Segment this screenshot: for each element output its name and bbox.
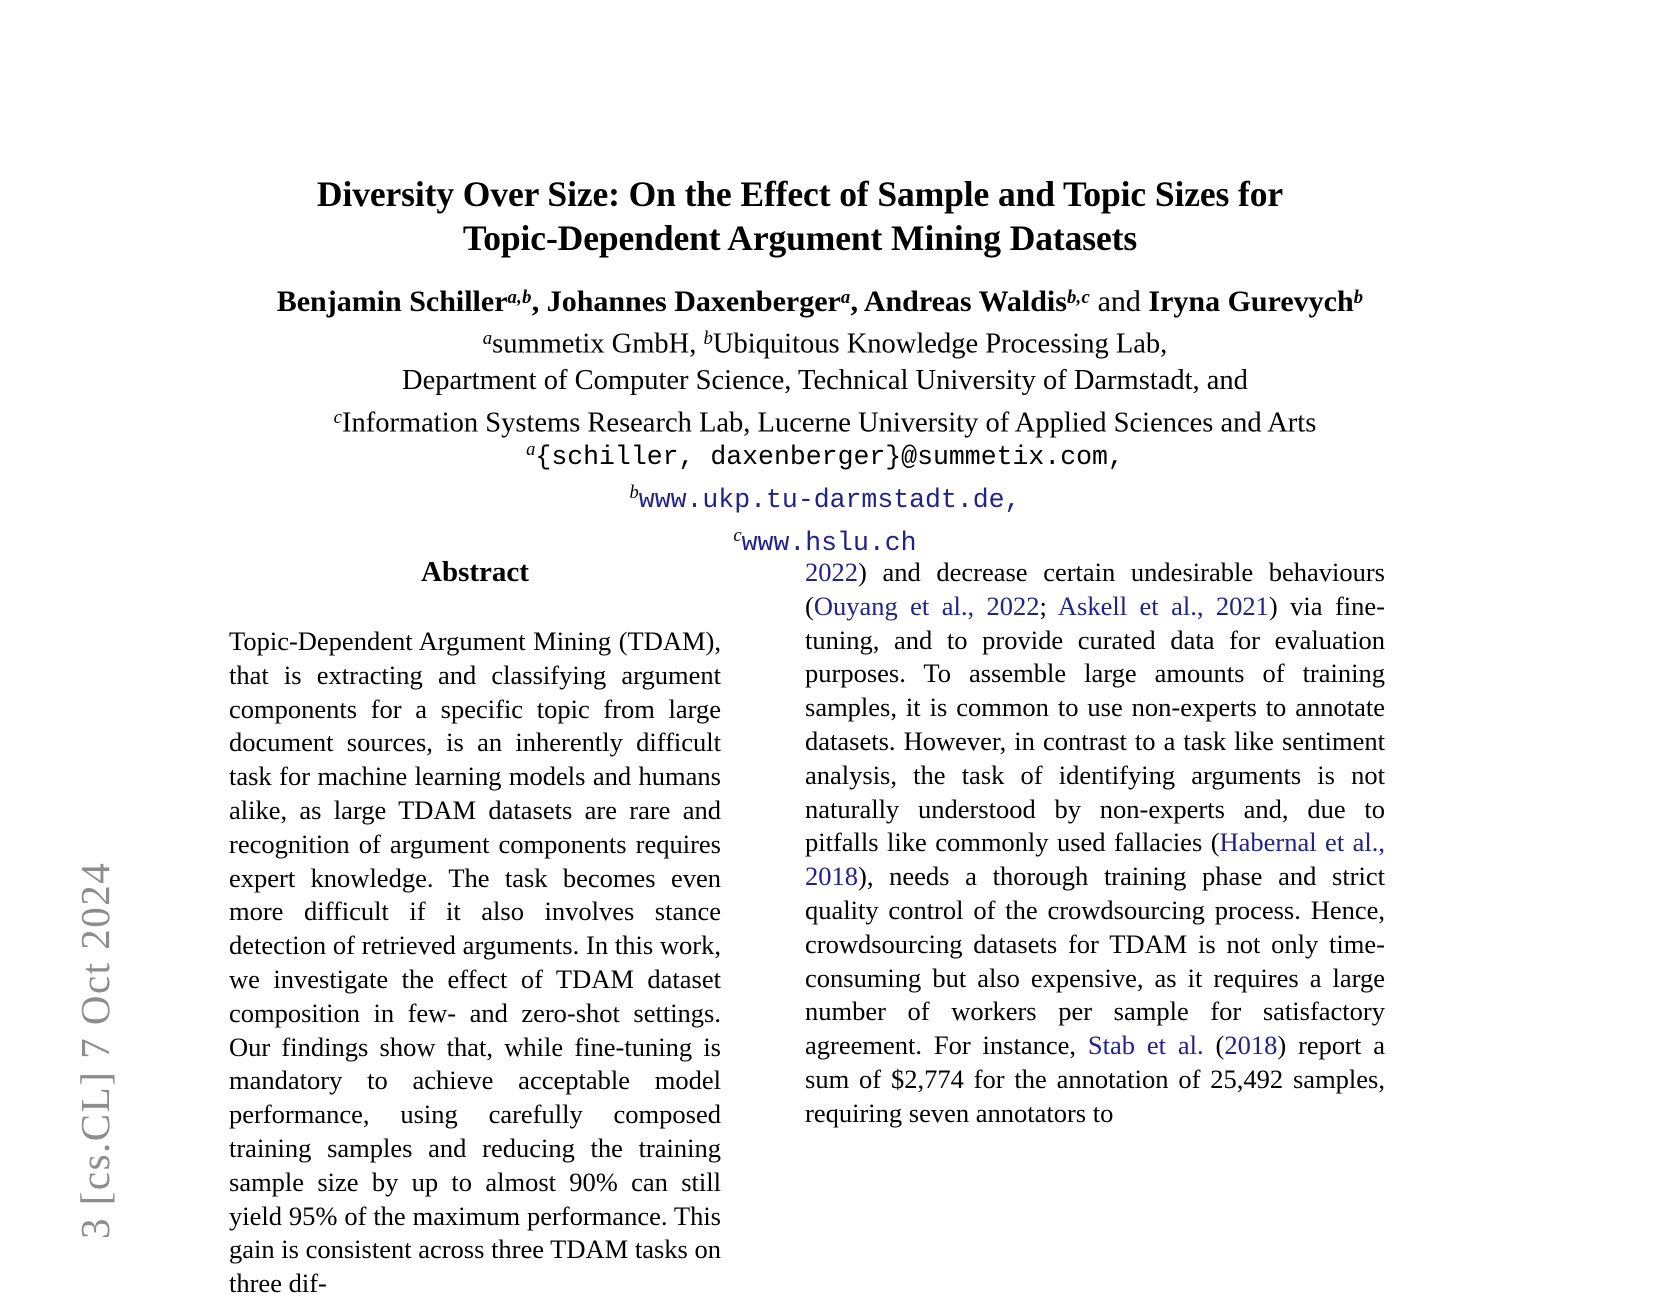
affiliation-b-text: Ubiquitous Knowledge Processing Lab, xyxy=(712,328,1168,360)
abstract-body: Topic-Dependent Argument Mining (TDAM), that is extracting and classifying argument components for a specific topic from large document sources, is an inherently difficult task for machine learning models and humans alike, as large TDAM datasets are rare and recognition of argument components requires expert knowledge. The task becomes even more difficult if it also involves stance detection of retrieved arguments. In this work, we investigate the effect of TDAM dataset composition in few- and zero-shot settings. Our findings show that, while fine-tuning is mandatory to achieve acceptable model performance, using carefully composed training samples and reducing the training sample size by up to almost 90% can still yield 95% of the maximum performance. This gain is consistent across three TDAM tasks on three dif- xyxy=(229,626,721,1299)
author-affil-marker-4: b xyxy=(1353,287,1364,308)
author-conjunction: and xyxy=(1090,284,1149,318)
contact-marker-a: a xyxy=(526,439,536,460)
author-separator-2: , xyxy=(850,284,864,318)
affiliation-marker-c: c xyxy=(333,407,343,429)
citation-link-askell[interactable]: Askell et al., 2021 xyxy=(1057,590,1269,621)
contact-url-ukp-link[interactable]: www.ukp.tu-darmstadt.de, xyxy=(638,484,1021,515)
affiliation-line-2: Department of Computer Science, Technical University of Darmstadt, and xyxy=(402,365,1248,397)
affiliation-line-1 xyxy=(180,320,1470,362)
citation-link-1[interactable]: 2022 xyxy=(805,557,858,587)
citation-link-ouyang[interactable]: Ouyang et al., 2022 xyxy=(813,590,1040,621)
paper-title-line-2: Topic-Dependent Argument Mining Datasets xyxy=(462,218,1138,258)
author-name-4: Iryna Gurevych xyxy=(1148,284,1354,318)
arxiv-stamp: 3 [cs.CL] 7 Oct 2024 xyxy=(72,861,118,1239)
affiliation-a-text: summetix GmbH, xyxy=(492,328,704,360)
affiliation-marker-b: b xyxy=(703,328,713,349)
citation-link-stab-year[interactable]: 2018 xyxy=(1224,1030,1278,1061)
intro-text-5: ( xyxy=(1203,1030,1225,1061)
abstract-heading: Abstract xyxy=(421,556,529,588)
citation-link-stab[interactable]: Stab et al. xyxy=(1087,1030,1204,1061)
contact-marker-b: b xyxy=(629,481,639,503)
contact-marker-c: c xyxy=(733,524,742,546)
contact-url-hslu-link[interactable]: www.hslu.ch xyxy=(741,527,917,558)
intro-text-1: ) and decrease certain undesirable behaviours ( xyxy=(805,557,1385,621)
introduction-body xyxy=(805,556,1385,1131)
contact-url-line-2 xyxy=(180,518,1470,561)
affiliation-list xyxy=(180,320,1470,442)
author-name-1: Benjamin Schiller xyxy=(276,284,508,318)
paper-title xyxy=(210,172,1390,260)
contact-email-line xyxy=(180,432,1470,475)
abstract-column xyxy=(229,556,721,1301)
contact-email: {schiller, daxenberger}@summetix.com, xyxy=(535,441,1124,472)
contact-url-line-1 xyxy=(180,475,1470,518)
paper-title-line-1: Diversity Over Size: On the Effect of Sample and Topic Sizes for xyxy=(316,174,1284,214)
author-name-3: Andreas Waldis xyxy=(863,284,1067,318)
affiliation-marker-a: a xyxy=(482,328,493,349)
contact-list xyxy=(180,432,1470,561)
author-list xyxy=(175,278,1465,322)
author-affil-marker-3: b,c xyxy=(1066,287,1091,308)
author-separator-1: , xyxy=(531,284,547,318)
intro-text-3: ) via fine-tuning, and to provide curated data for evaluation purposes. To assemble large amounts of training samples, it is common to use non-experts to annotate datasets. However, in contrast to a task like sentiment analysis, the task of identifying arguments is not naturally understood by non-experts and, due to pitfalls like commonly used fallacies ( xyxy=(805,590,1385,858)
intro-text-6: ) report a sum of $2,774 for the annotation of 25,492 samples, requiring seven annotators to xyxy=(805,1030,1386,1128)
intro-text-2: ; xyxy=(1039,590,1058,621)
author-affil-marker-2: a xyxy=(840,287,851,308)
author-affil-marker-1: a,b xyxy=(507,287,532,308)
citation-link-habernal[interactable]: Habernal et al., 2018 xyxy=(805,827,1385,892)
author-name-2: Johannes Daxenberger xyxy=(546,284,841,318)
introduction-column xyxy=(805,556,1385,1131)
affiliation-c-text: Information Systems Research Lab, Lucerne University of Applied Sciences and Arts xyxy=(342,407,1317,439)
intro-text-4: ), needs a thorough training phase and strict quality control of the crowdsourcing process. Hence, crowdsourcing datasets for TDAM is not only time-consuming but also expensive, as it requires a large number of workers per sample for satisfactory agreement. For instance, xyxy=(805,861,1385,1061)
